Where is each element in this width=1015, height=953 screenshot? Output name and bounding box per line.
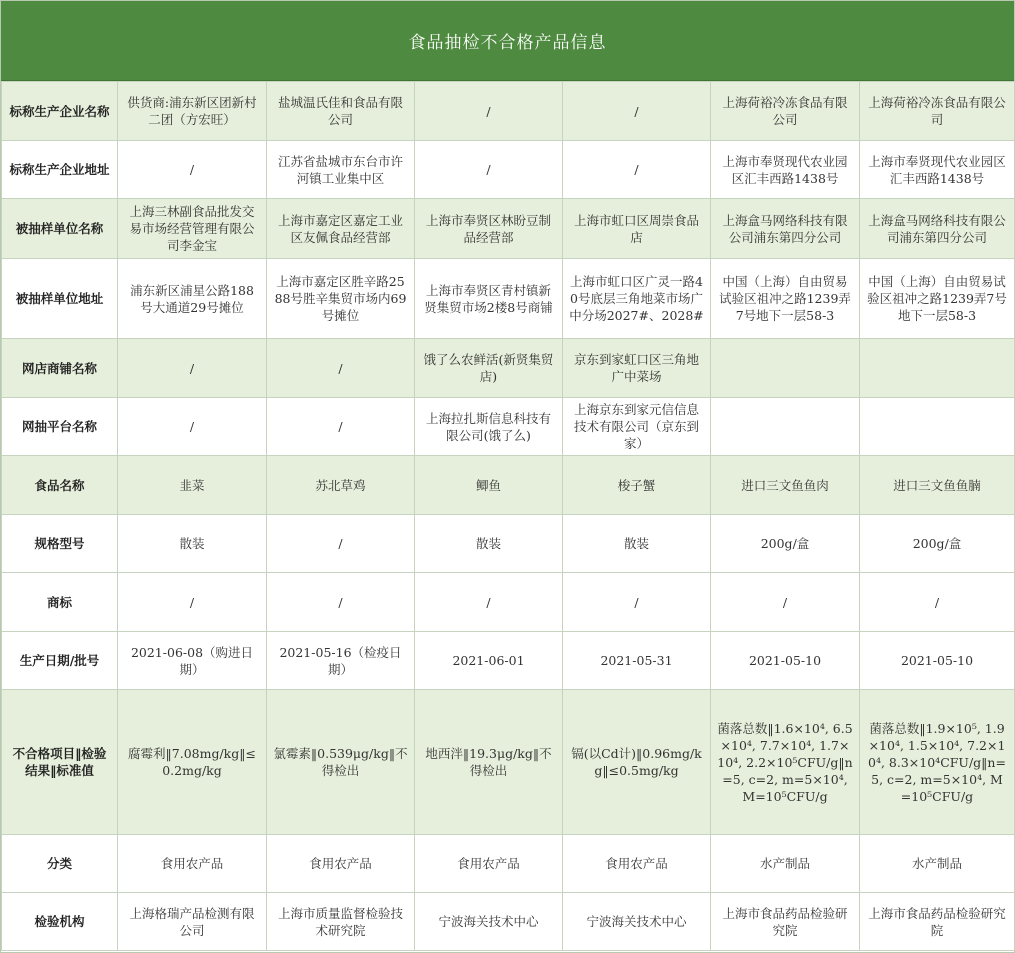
table-cell: / bbox=[267, 515, 415, 573]
table-cell: 水产制品 bbox=[711, 835, 860, 893]
table-cell: / bbox=[563, 82, 711, 141]
table-cell: 上海三林副食品批发交易市场经营管理有限公司李金宝 bbox=[118, 199, 267, 259]
table-cell: 食用农产品 bbox=[118, 835, 267, 893]
table-cell: / bbox=[711, 573, 860, 632]
table-cell: / bbox=[563, 573, 711, 632]
table-row bbox=[2, 690, 1015, 835]
table-cell: 食用农产品 bbox=[415, 835, 563, 893]
table-row bbox=[2, 199, 1015, 259]
row-header: 生产日期/批号 bbox=[2, 632, 118, 690]
table-cell: / bbox=[415, 573, 563, 632]
table-cell bbox=[711, 398, 860, 456]
table-row bbox=[2, 82, 1015, 141]
table-cell: 上海市嘉定区胜辛路2588号胜辛集贸市场内69号摊位 bbox=[267, 259, 415, 339]
row-header: 检验机构 bbox=[2, 893, 118, 951]
table-cell: 上海市嘉定区嘉定工业区友佩食品经营部 bbox=[267, 199, 415, 259]
table-cell: 上海市食品药品检验研究院 bbox=[860, 893, 1015, 951]
table-cell: 地西泮‖19.3μg/kg‖不得检出 bbox=[415, 690, 563, 835]
table-cell: 进口三文鱼鱼腩 bbox=[860, 456, 1015, 515]
table-cell: 上海盒马网络科技有限公司浦东第四分公司 bbox=[860, 199, 1015, 259]
row-header: 网抽平台名称 bbox=[2, 398, 118, 456]
table-cell: / bbox=[267, 573, 415, 632]
table-cell: 上海市奉贤现代农业园区汇丰西路1438号 bbox=[711, 141, 860, 199]
table-row bbox=[2, 515, 1015, 573]
table-cell: / bbox=[267, 398, 415, 456]
table-cell: / bbox=[267, 339, 415, 398]
table-cell: 江苏省盐城市东台市许河镇工业集中区 bbox=[267, 141, 415, 199]
table-cell: 上海市奉贤区青村镇新贤集贸市场2楼8号商铺 bbox=[415, 259, 563, 339]
table-cell: 饿了么农鲜活(新贤集贸店) bbox=[415, 339, 563, 398]
table-cell: 上海市奉贤现代农业园区汇丰西路1438号 bbox=[860, 141, 1015, 199]
table-cell: 200g/盒 bbox=[860, 515, 1015, 573]
table-cell: 食用农产品 bbox=[563, 835, 711, 893]
table-cell: 宁波海关技术中心 bbox=[415, 893, 563, 951]
table-cell: 水产制品 bbox=[860, 835, 1015, 893]
table-cell: / bbox=[118, 573, 267, 632]
table-cell: 腐霉利‖7.08mg/kg‖≤0.2mg/kg bbox=[118, 690, 267, 835]
table-cell: 上海格瑞产品检测有限公司 bbox=[118, 893, 267, 951]
unqualified-products-table bbox=[1, 81, 1015, 951]
table-cell: 京东到家虹口区三角地广中菜场 bbox=[563, 339, 711, 398]
table-cell: / bbox=[118, 339, 267, 398]
table-cell: 上海市食品药品检验研究院 bbox=[711, 893, 860, 951]
table-cell bbox=[860, 339, 1015, 398]
table-cell: 上海京东到家元信信息技术有限公司（京东到家） bbox=[563, 398, 711, 456]
table-cell: 梭子蟹 bbox=[563, 456, 711, 515]
row-header: 不合格项目‖检验结果‖标准值 bbox=[2, 690, 118, 835]
table-cell: / bbox=[118, 141, 267, 199]
row-header: 网店商铺名称 bbox=[2, 339, 118, 398]
table-cell: / bbox=[563, 141, 711, 199]
table-cell: 散装 bbox=[415, 515, 563, 573]
table-cell: 2021-06-01 bbox=[415, 632, 563, 690]
table-cell: 上海市虹口区广灵一路40号底层三角地菜市场广中分场2027#、2028# bbox=[563, 259, 711, 339]
table-cell: 上海市虹口区周崇食品店 bbox=[563, 199, 711, 259]
row-header: 分类 bbox=[2, 835, 118, 893]
row-header: 商标 bbox=[2, 573, 118, 632]
table-cell: 盐城温氏佳和食品有限公司 bbox=[267, 82, 415, 141]
table-row bbox=[2, 893, 1015, 951]
table-cell: 氯霉素‖0.539μg/kg‖不得检出 bbox=[267, 690, 415, 835]
table-row bbox=[2, 456, 1015, 515]
table-cell: / bbox=[415, 82, 563, 141]
table-cell: 中国（上海）自由贸易试验区祖冲之路1239弄7号地下一层58-3 bbox=[860, 259, 1015, 339]
table-row bbox=[2, 141, 1015, 199]
row-header: 规格型号 bbox=[2, 515, 118, 573]
table-row bbox=[2, 573, 1015, 632]
table-cell: 上海荷裕冷冻食品有限公司 bbox=[860, 82, 1015, 141]
table-cell: 菌落总数‖1.6×10⁴, 6.5×10⁴, 7.7×10⁴, 1.7×10⁴, 2.2×10⁵CFU/g‖n=5, c=2, m=5×10⁴, M=10⁵CFU/g bbox=[711, 690, 860, 835]
table-cell: 进口三文鱼鱼肉 bbox=[711, 456, 860, 515]
row-header: 被抽样单位名称 bbox=[2, 199, 118, 259]
table-cell: 苏北草鸡 bbox=[267, 456, 415, 515]
table-cell: 2021-05-10 bbox=[860, 632, 1015, 690]
table-cell: 镉(以Cd计)‖0.96mg/kg‖≤0.5mg/kg bbox=[563, 690, 711, 835]
table-row bbox=[2, 259, 1015, 339]
table-cell: 上海市奉贤区林盼豆制品经营部 bbox=[415, 199, 563, 259]
table-cell: 韭菜 bbox=[118, 456, 267, 515]
table-cell: 上海市质量监督检验技术研究院 bbox=[267, 893, 415, 951]
table-row bbox=[2, 835, 1015, 893]
table-cell: 散装 bbox=[563, 515, 711, 573]
table-cell: 上海拉扎斯信息科技有限公司(饿了么) bbox=[415, 398, 563, 456]
table-title: 食品抽检不合格产品信息 bbox=[1, 1, 1014, 81]
table-cell: 中国（上海）自由贸易试验区祖冲之路1239弄7号地下一层58-3 bbox=[711, 259, 860, 339]
table-cell bbox=[860, 398, 1015, 456]
row-header: 被抽样单位地址 bbox=[2, 259, 118, 339]
table-row bbox=[2, 398, 1015, 456]
table-cell: 2021-05-31 bbox=[563, 632, 711, 690]
table-cell: 宁波海关技术中心 bbox=[563, 893, 711, 951]
table-cell: 2021-05-10 bbox=[711, 632, 860, 690]
table-cell: 菌落总数‖1.9×10⁵, 1.9×10⁴, 1.5×10⁴, 7.2×10⁴, 8.3×10⁴CFU/g‖n=5, c=2, m=5×10⁴, M=10⁵CFU/g bbox=[860, 690, 1015, 835]
table-cell: 供货商:浦东新区团新村二团（方宏旺） bbox=[118, 82, 267, 141]
table-cell: 鲫鱼 bbox=[415, 456, 563, 515]
table-cell: 2021-06-08（购进日期） bbox=[118, 632, 267, 690]
row-header: 标称生产企业地址 bbox=[2, 141, 118, 199]
row-header: 标称生产企业名称 bbox=[2, 82, 118, 141]
table-cell: 200g/盒 bbox=[711, 515, 860, 573]
table-row bbox=[2, 632, 1015, 690]
table-cell: 散装 bbox=[118, 515, 267, 573]
table-cell: / bbox=[118, 398, 267, 456]
table-cell: 2021-05-16（检疫日期） bbox=[267, 632, 415, 690]
table-cell: / bbox=[860, 573, 1015, 632]
table-cell: 浦东新区浦星公路188号大通道29号摊位 bbox=[118, 259, 267, 339]
table-cell: / bbox=[415, 141, 563, 199]
table-cell: 食用农产品 bbox=[267, 835, 415, 893]
table-row bbox=[2, 339, 1015, 398]
table-cell bbox=[711, 339, 860, 398]
table-cell: 上海盒马网络科技有限公司浦东第四分公司 bbox=[711, 199, 860, 259]
row-header: 食品名称 bbox=[2, 456, 118, 515]
table-cell: 上海荷裕冷冻食品有限公司 bbox=[711, 82, 860, 141]
